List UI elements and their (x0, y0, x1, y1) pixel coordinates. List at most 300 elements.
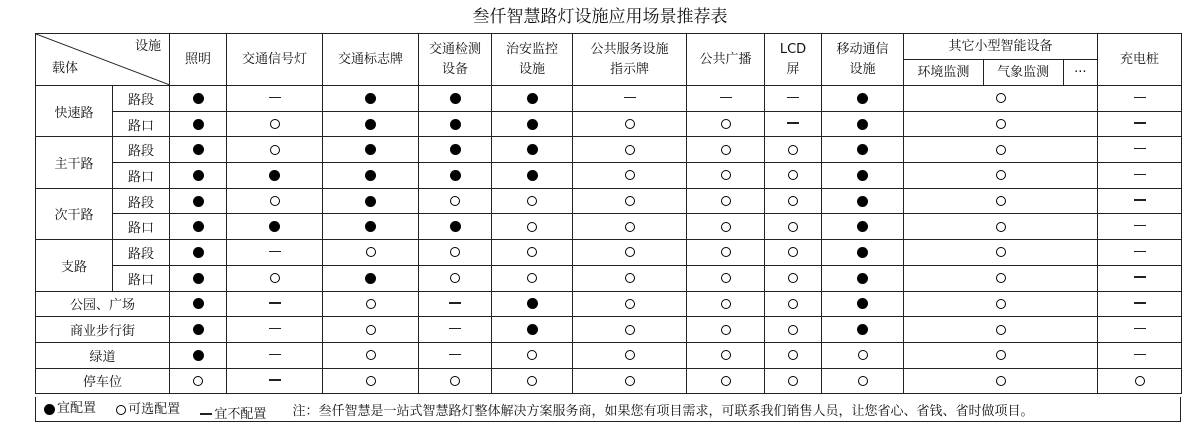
filled-circle-icon (857, 119, 868, 130)
table-cell (323, 111, 419, 137)
table-row (36, 240, 1182, 266)
hollow-circle-icon (788, 376, 798, 386)
filled-circle-icon (450, 119, 461, 130)
hollow-circle-icon (270, 119, 280, 129)
header-row (36, 34, 1182, 60)
carrier-label: 次干路 (36, 188, 113, 239)
hollow-circle-icon (788, 247, 798, 257)
table-cell (904, 342, 1098, 368)
dash-icon (269, 328, 281, 329)
table-cell (1098, 163, 1182, 189)
hollow-circle-icon (527, 376, 537, 386)
table-cell (573, 137, 687, 163)
dash-icon (1134, 328, 1146, 329)
dash-icon (1134, 122, 1146, 123)
filled-circle-icon (193, 324, 204, 335)
table-cell (573, 291, 687, 317)
table-row (36, 163, 1182, 189)
hollow-circle-icon (721, 145, 731, 155)
filled-circle-icon (857, 324, 868, 335)
table-cell (1098, 342, 1182, 368)
filled-circle-icon (450, 170, 461, 181)
table-cell (1098, 86, 1182, 112)
column-header-line: 交通标志牌 (337, 51, 403, 67)
table-cell (170, 188, 227, 214)
table-cell (419, 368, 492, 394)
table-cell (687, 291, 765, 317)
table-cell (227, 291, 323, 317)
dash-icon (269, 97, 281, 98)
carrier-sub-label: 路口 (113, 265, 170, 291)
table-cell (170, 342, 227, 368)
hollow-circle-icon (996, 273, 1006, 283)
table-cell (492, 240, 573, 266)
filled-circle-icon (527, 119, 538, 130)
hollow-circle-icon (721, 299, 731, 309)
hollow-circle-icon (788, 196, 798, 206)
hollow-circle-icon (116, 405, 126, 415)
column-header-line: 指示牌 (609, 61, 649, 77)
hollow-circle-icon (788, 170, 798, 180)
table-cell (904, 188, 1098, 214)
filled-circle-icon (193, 119, 204, 130)
filled-circle-icon (527, 298, 538, 309)
table-cell (765, 214, 822, 240)
hollow-circle-icon (625, 145, 635, 155)
filled-circle-icon (269, 221, 280, 232)
hollow-circle-icon (721, 376, 731, 386)
table-cell (492, 111, 573, 137)
carrier-sub-label: 路口 (113, 163, 170, 189)
table-cell (492, 265, 573, 291)
column-header-lcd (765, 34, 822, 86)
table-cell (573, 265, 687, 291)
hollow-circle-icon (193, 376, 203, 386)
filled-circle-icon (365, 273, 376, 284)
hollow-circle-icon (270, 273, 280, 283)
group-subheader: ··· (1074, 65, 1087, 80)
hollow-circle-icon (366, 350, 376, 360)
table-cell (573, 342, 687, 368)
filled-circle-icon (527, 324, 538, 335)
table-cell (765, 317, 822, 343)
dash-icon (787, 122, 799, 123)
table-cell (1098, 265, 1182, 291)
legend-optional-label: 可选配置 (128, 401, 181, 417)
filled-circle-icon (857, 170, 868, 181)
hollow-circle-icon (788, 325, 798, 335)
hollow-circle-icon (625, 299, 635, 309)
hollow-circle-icon (625, 119, 635, 129)
filled-circle-icon (365, 144, 376, 155)
filled-circle-icon (193, 170, 204, 181)
filled-circle-icon (193, 350, 204, 361)
table-cell (323, 368, 419, 394)
hollow-circle-icon (625, 247, 635, 257)
table-cell (687, 163, 765, 189)
column-header-line: 交通检测 (428, 41, 481, 57)
filled-circle-icon (365, 221, 376, 232)
table-cell (419, 291, 492, 317)
table-cell (170, 317, 227, 343)
filled-circle-icon (44, 404, 55, 415)
carrier-sub-label: 路段 (113, 86, 170, 112)
hollow-circle-icon (996, 325, 1006, 335)
table-cell (573, 188, 687, 214)
table-cell (323, 137, 419, 163)
table-row (36, 214, 1182, 240)
table-cell (492, 214, 573, 240)
table-cell (765, 265, 822, 291)
hollow-circle-icon (366, 376, 376, 386)
legend (35, 397, 1181, 422)
table-cell (822, 342, 904, 368)
filled-circle-icon (365, 119, 376, 130)
hollow-circle-icon (721, 196, 731, 206)
hollow-circle-icon (858, 350, 868, 360)
filled-circle-icon (450, 221, 461, 232)
table-cell (170, 86, 227, 112)
table-cell (822, 291, 904, 317)
corner-header (36, 34, 170, 86)
dash-icon (1134, 97, 1146, 98)
column-header-broadcast (687, 34, 765, 86)
table-cell (323, 240, 419, 266)
column-header-line: 交通信号灯 (241, 51, 307, 67)
filled-circle-icon (193, 247, 204, 258)
filled-circle-icon (857, 221, 868, 232)
dash-icon (1134, 148, 1146, 149)
table-cell (1098, 291, 1182, 317)
legend-full-label: 宜配置 (57, 401, 97, 416)
filled-circle-icon (527, 144, 538, 155)
table-cell (323, 342, 419, 368)
table-cell (323, 214, 419, 240)
table-cell (227, 342, 323, 368)
table-cell (904, 163, 1098, 189)
table-cell (765, 291, 822, 317)
hollow-circle-icon (625, 273, 635, 283)
table-cell (170, 240, 227, 266)
dash-icon (200, 413, 212, 414)
table-cell (323, 163, 419, 189)
column-header-line: 移动通信 (836, 41, 889, 57)
table-cell (1098, 137, 1182, 163)
hollow-circle-icon (625, 350, 635, 360)
filled-circle-icon (527, 93, 538, 104)
table-cell (170, 368, 227, 394)
table-cell (687, 317, 765, 343)
table-cell (573, 240, 687, 266)
dash-icon (720, 97, 732, 98)
column-header-traffic_signal (227, 34, 323, 86)
column-header-lighting (170, 34, 227, 86)
dash-icon (787, 97, 799, 98)
table-cell (170, 137, 227, 163)
filled-circle-icon (193, 93, 204, 104)
table-cell (227, 265, 323, 291)
table-cell (227, 317, 323, 343)
table-cell (573, 214, 687, 240)
column-header-line: 治安监控 (505, 41, 558, 57)
table-cell (765, 163, 822, 189)
legend-na-label: 宜不配置 (214, 406, 267, 422)
column-header-mobile (822, 34, 904, 86)
hollow-circle-icon (721, 350, 731, 360)
hollow-circle-icon (996, 119, 1006, 129)
hollow-circle-icon (527, 247, 537, 257)
filled-circle-icon (193, 196, 204, 207)
column-header-line: LCD (779, 41, 807, 57)
group-subheader: 气象监测 (984, 60, 1064, 85)
table-cell (227, 163, 323, 189)
page-title: 叁仟智慧路灯设施应用场景推荐表 (472, 7, 728, 27)
carrier-sub-label: 路段 (113, 188, 170, 214)
table-cell (573, 86, 687, 112)
hollow-circle-icon (721, 222, 731, 232)
filled-circle-icon (365, 196, 376, 207)
dash-icon (1134, 199, 1146, 200)
hollow-circle-icon (788, 222, 798, 232)
carrier-label: 支路 (36, 240, 113, 291)
hollow-circle-icon (366, 247, 376, 257)
table-cell (687, 111, 765, 137)
table-cell (765, 342, 822, 368)
table-cell (765, 368, 822, 394)
table-cell (687, 86, 765, 112)
table-cell (1098, 368, 1182, 394)
table-cell (765, 137, 822, 163)
table-cell (170, 111, 227, 137)
filled-circle-icon (193, 144, 204, 155)
table-cell (1098, 240, 1182, 266)
table-cell (687, 214, 765, 240)
table-cell (227, 86, 323, 112)
hollow-circle-icon (788, 145, 798, 155)
filled-circle-icon (527, 170, 538, 181)
hollow-circle-icon (996, 222, 1006, 232)
column-header-line: 设备 (441, 61, 468, 77)
carrier-label: 公园、广场 (36, 291, 170, 317)
table-row (36, 342, 1182, 368)
column-header-charging: 充电桩 (1098, 34, 1182, 86)
table-cell (822, 188, 904, 214)
table-cell (904, 111, 1098, 137)
table-cell (822, 265, 904, 291)
table-cell (1098, 111, 1182, 137)
legend-note: 注：叁仟智慧是一站式智慧路灯整体解决方案服务商，如果您有项目需求，可联系我们销售人员，让您省心、省钱、省时做项目。 (292, 403, 1034, 419)
carrier-sub-label: 路段 (113, 137, 170, 163)
table-cell (323, 188, 419, 214)
dash-icon (449, 354, 461, 355)
carrier-label: 商业步行街 (36, 317, 170, 343)
table-cell (573, 368, 687, 394)
column-header-security (492, 34, 573, 86)
hollow-circle-icon (625, 196, 635, 206)
table-row (36, 368, 1182, 394)
table-cell (419, 86, 492, 112)
table-row (36, 265, 1182, 291)
table-cell (419, 342, 492, 368)
filled-circle-icon (450, 93, 461, 104)
table-cell (687, 342, 765, 368)
table-cell (1098, 317, 1182, 343)
table-cell (170, 163, 227, 189)
hollow-circle-icon (858, 376, 868, 386)
hollow-circle-icon (527, 222, 537, 232)
table-cell (419, 111, 492, 137)
dash-icon (449, 328, 461, 329)
hollow-circle-icon (1135, 376, 1145, 386)
table-cell (904, 240, 1098, 266)
carrier-label: 绿道 (36, 342, 170, 368)
table-row (36, 111, 1182, 137)
filled-circle-icon (857, 144, 868, 155)
table-cell (419, 317, 492, 343)
table-cell (765, 188, 822, 214)
table-cell (419, 240, 492, 266)
table-cell (687, 240, 765, 266)
table-row (36, 137, 1182, 163)
hollow-circle-icon (721, 119, 731, 129)
column-header-line: 屏 (786, 61, 800, 77)
filled-circle-icon (450, 144, 461, 155)
table-cell (822, 240, 904, 266)
table-cell (1098, 188, 1182, 214)
filled-circle-icon (857, 196, 868, 207)
table-cell (323, 265, 419, 291)
hollow-circle-icon (527, 196, 537, 206)
hollow-circle-icon (366, 325, 376, 335)
table-cell (904, 86, 1098, 112)
table-row (36, 188, 1182, 214)
table-cell (904, 291, 1098, 317)
dash-icon (1134, 251, 1146, 252)
table-cell (573, 163, 687, 189)
table-cell (904, 368, 1098, 394)
table-cell (687, 368, 765, 394)
table-cell (419, 163, 492, 189)
table-row (36, 291, 1182, 317)
table-cell (492, 291, 573, 317)
table-cell (822, 137, 904, 163)
hollow-circle-icon (625, 170, 635, 180)
column-header-public_service (573, 34, 687, 86)
hollow-circle-icon (996, 170, 1006, 180)
hollow-circle-icon (788, 350, 798, 360)
carrier-sub-label: 路口 (113, 214, 170, 240)
filled-circle-icon (193, 273, 204, 284)
legend-na (200, 403, 266, 427)
dash-icon (1134, 225, 1146, 226)
dash-icon (269, 302, 281, 303)
table-cell (492, 86, 573, 112)
table-cell (492, 368, 573, 394)
legend-optional (116, 398, 180, 422)
table-cell (227, 137, 323, 163)
filled-circle-icon (857, 93, 868, 104)
group-subheader: 环境监测 (904, 60, 984, 85)
table-cell (687, 265, 765, 291)
table-cell (227, 214, 323, 240)
table-cell (170, 265, 227, 291)
hollow-circle-icon (625, 376, 635, 386)
table-cell (1098, 214, 1182, 240)
hollow-circle-icon (996, 247, 1006, 257)
corner-top-label: 设施 (134, 39, 161, 54)
hollow-circle-icon (721, 170, 731, 180)
table-cell (492, 317, 573, 343)
hollow-circle-icon (450, 376, 460, 386)
table-cell (227, 188, 323, 214)
column-header-line: 公共广播 (699, 51, 752, 67)
legend-full (44, 397, 96, 421)
column-header-line: 设施 (849, 61, 876, 77)
table-cell (904, 317, 1098, 343)
hollow-circle-icon (996, 350, 1006, 360)
filled-circle-icon (193, 298, 204, 309)
filled-circle-icon (857, 273, 868, 284)
column-header-line: 照明 (184, 51, 211, 67)
filled-circle-icon (365, 170, 376, 181)
dash-icon (1134, 302, 1146, 303)
carrier-sub-label: 路段 (113, 240, 170, 266)
filled-circle-icon (269, 170, 280, 181)
column-header-line: 设施 (518, 61, 545, 77)
column-group-header: 其它小型智能设备 (904, 34, 1098, 60)
hollow-circle-icon (450, 196, 460, 206)
table-cell (170, 291, 227, 317)
hollow-circle-icon (996, 196, 1006, 206)
table-cell (419, 188, 492, 214)
hollow-circle-icon (527, 273, 537, 283)
carrier-label: 主干路 (36, 137, 113, 188)
hollow-circle-icon (788, 273, 798, 283)
hollow-circle-icon (270, 145, 280, 155)
table-cell (822, 214, 904, 240)
table-cell (419, 265, 492, 291)
hollow-circle-icon (721, 325, 731, 335)
table-cell (904, 214, 1098, 240)
table-cell (227, 240, 323, 266)
hollow-circle-icon (270, 196, 280, 206)
hollow-circle-icon (527, 350, 537, 360)
table-cell (822, 86, 904, 112)
table-cell (822, 317, 904, 343)
hollow-circle-icon (996, 93, 1006, 103)
table-cell (765, 240, 822, 266)
table-cell (323, 317, 419, 343)
filled-circle-icon (193, 221, 204, 232)
hollow-circle-icon (721, 247, 731, 257)
filled-circle-icon (365, 93, 376, 104)
filled-circle-icon (857, 298, 868, 309)
corner-bottom-label: 载体 (52, 61, 79, 76)
table-cell (822, 111, 904, 137)
column-header-traffic_detect (419, 34, 492, 86)
carrier-label: 快速路 (36, 86, 113, 137)
column-header-line: 公共服务设施 (590, 41, 669, 57)
dash-icon (269, 379, 281, 380)
dash-icon (269, 251, 281, 252)
table-cell (573, 111, 687, 137)
hollow-circle-icon (788, 299, 798, 309)
hollow-circle-icon (366, 299, 376, 309)
hollow-circle-icon (996, 145, 1006, 155)
table-cell (419, 137, 492, 163)
dash-icon (1134, 354, 1146, 355)
table-cell (323, 291, 419, 317)
